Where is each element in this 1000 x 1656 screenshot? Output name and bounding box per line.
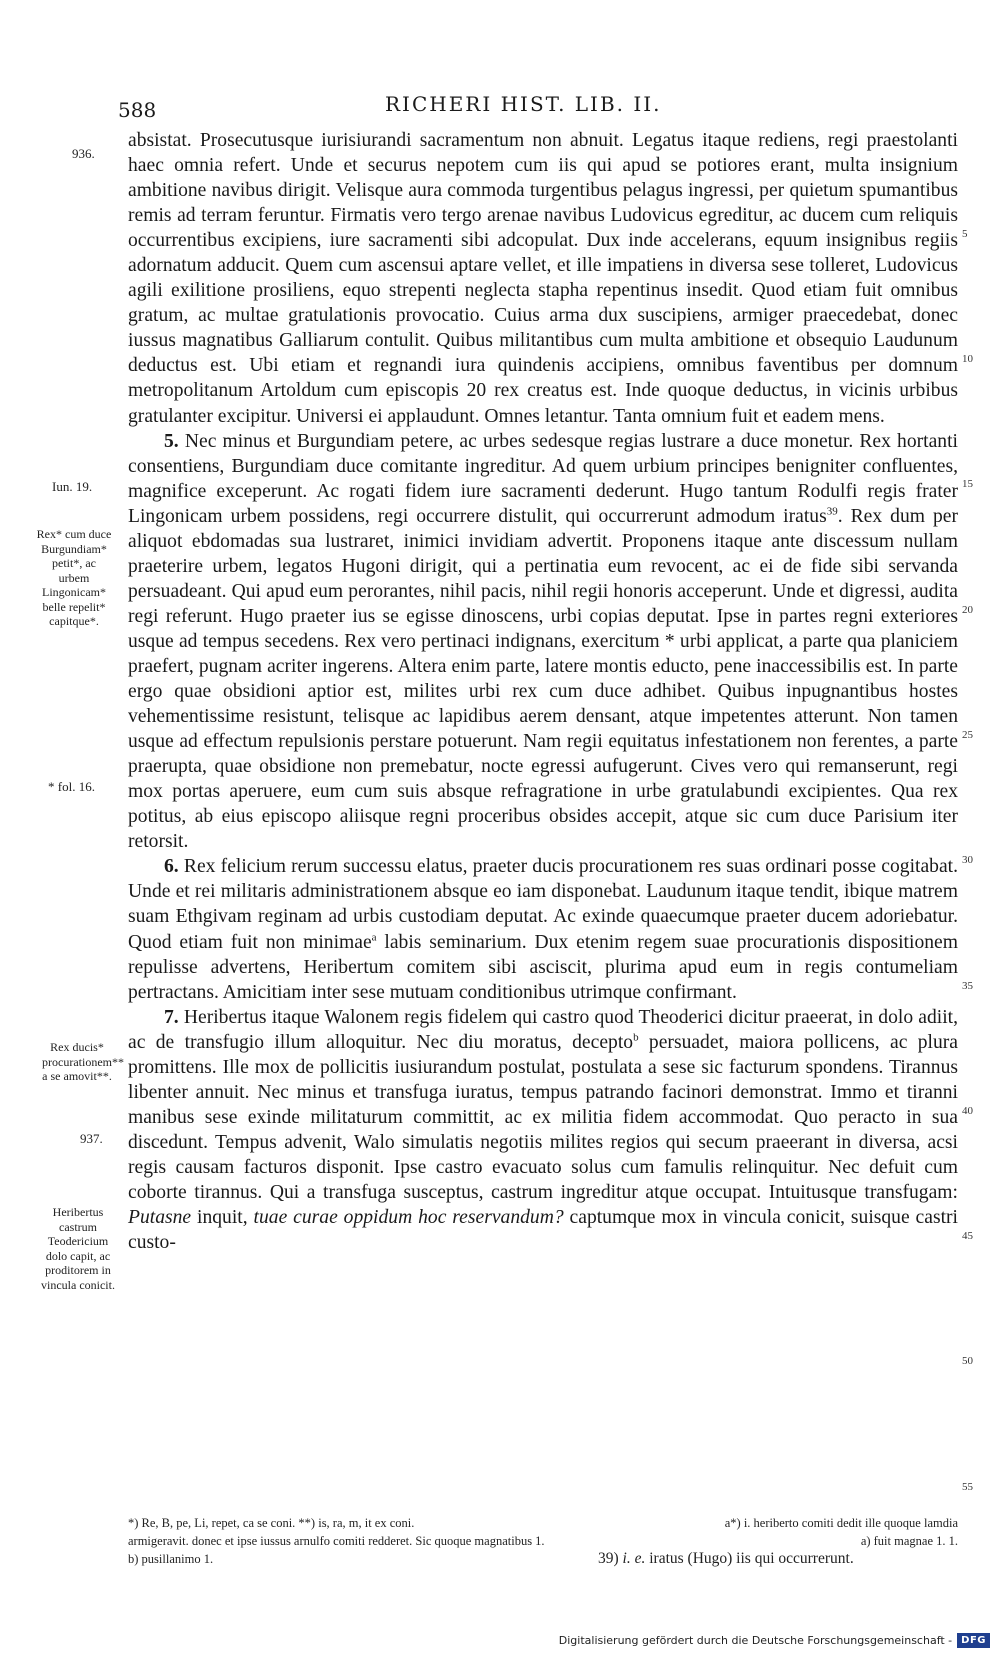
line-number-10: 10 <box>962 353 973 365</box>
inquit: inquit, <box>197 1207 248 1229</box>
footnote-ref-39: 39 <box>826 505 838 518</box>
footnote-row-1 <box>128 1514 958 1532</box>
footnote-text-continuation: armigeravit. donec et ipse iussus arnulfo comiti redderet. Sic quoque magnatibus 1. <box>128 1534 545 1548</box>
dfg-logo-icon: DFG <box>957 1633 990 1648</box>
page-number: 588 <box>118 98 157 122</box>
footnote-row-2 <box>128 1532 958 1550</box>
paragraph-7 <box>128 1005 958 1255</box>
line-number-5: 5 <box>962 228 968 240</box>
line-number-20: 20 <box>962 604 973 616</box>
line-number-45: 45 <box>962 1230 973 1242</box>
footnote-39-ie: i. e. <box>622 1550 646 1567</box>
footnotes <box>128 1514 958 1568</box>
footnote-text-a-star: a*) i. heriberto comiti dedit ille quoque lamdia <box>724 1516 958 1530</box>
paragraph-5-text-b: . Rex dum per aliquot ebdomadas sua lustraret, inimici invidiam advertit. Proponens itaque ante discessum nullam praeterire urbem, legatos Hugoni dirigit, qui a pertinatia eum revocent, ac ei de fide sibi servanda persuadeant. Qui apud eum perorantes, nihil pacis, nihil regii honoris acceperunt. Unde et digressi, audita regi referunt. Hugo praeter ius se egisse dinoscens, urbi copias deputat. Ipse in partes regni exteriores usque ad tempus secedens. Rex vero pertinaci indignans, exercitum * urbi applicat, a parte qua planiciem praefert, pugnam acriter ingerens. Altera enim parte, latere montis educto, pene inaccessibilis est. In parte ergo quae obsidioni aptior est, milites urbi rex cum duce adhibet. Quibus inpugnantibus hostes vehementissime resistunt, telisque ac lapidibus aerem densant, atque impetentes atterunt. Non tamen usque ad effectum repulsionis perstare potuerunt. Nam regii equitatus infestationem non ferentes, a parte praerupta, quae obsidione non premebatur, nocte egressi aufugerunt. Cives vero qui remanserunt, regi mox portas aperuere, eum cum suis absque refragratione in urbe gratulabundi excipientes. Qua rex potitus, ab eius episcopo aliisque regni proceribus obsides accepit, atque sic cum duce Parisium iter retorsit. <box>128 505 958 853</box>
line-number-25: 25 <box>962 729 973 741</box>
paragraph-6-text-a: Rex felicium rerum successu elatus, praeter ducis procurationem res suas ordinari posse cogitabat. Unde et rei militaris administrationem absque eo iam disponebat. Laudunum itaque tendit, ibique matrem suam Ethgivam reginam ad urbis custodiam deputat. Ac exinde quaecumque praeter ducem adoriebatur. Quod etiam fuit non minimae <box>128 856 958 953</box>
paragraph-7-text-a: Heribertus itaque Walonem regis fidelem qui castro quod Theoderici dicitur praeerat, in dolo adiit, ac de transfugio illum alloquitur. Nec diu moratus, decepto <box>128 1006 958 1053</box>
footnote-ref-a: a <box>371 930 377 943</box>
line-number-30: 30 <box>962 854 973 866</box>
footnote-39-number: 39) <box>598 1550 619 1567</box>
margin-note-duke: Rex ducis* procurationem** a se amovit**. <box>42 1040 124 1083</box>
line-number-40: 40 <box>962 1105 973 1117</box>
line-number-15: 15 <box>962 478 973 490</box>
section-number-5: 5. <box>164 430 179 452</box>
footnote-39 <box>598 1550 854 1568</box>
footnote-text-a: a) fuit magnae 1. 1. <box>860 1534 958 1548</box>
line-number-35: 35 <box>962 980 973 992</box>
margin-fol-16: * fol. 16. <box>48 779 95 794</box>
running-title: RICHERI HIST. LIB. II. <box>385 92 662 116</box>
margin-date-iun19: Iun. 19. <box>52 479 93 494</box>
margin-year-936: 936. <box>72 146 95 161</box>
digitization-credit <box>559 1633 990 1648</box>
quote-oppidum: tuae curae oppidum hoc reservandum? <box>253 1207 564 1229</box>
paragraph-7-text-b: persuadet, maiora pollicens, ac plura promittens. Ille mox de pollicitis iusiurandum postulat, postulata a sese sic facturum spondens. Tirannus libenter annuit. Nec minus et transfuga iuratus, tempus patrando facinori demonstrat. Immo et tiranni manibus sese exinde militaturum committit, ac ex militia fidem accommodat. Quo peracto in sua discedunt. Tempus advenit, Walo simulatis negotiis milites regios qui secum praeerant in diversa, acsi regis causam facturos disponit. Ipse castro evacuato solus cum famulis relinquitur. Nec defuit cum coborte tirannus. Qui a transfuga susceptus, castrum ingreditur atque occupat. Intuitusque transfugam: <box>128 1031 958 1203</box>
quote-putasne: Putasne <box>128 1207 192 1229</box>
line-number-50: 50 <box>962 1355 973 1367</box>
paragraph-6 <box>128 854 958 1004</box>
paragraph-7-text-c: captumque mox in vincula conicit, suisque castri custo- <box>128 1207 958 1254</box>
line-number-55: 55 <box>962 1481 973 1493</box>
footnote-39-text: iratus (Hugo) iis qui occurrerunt. <box>649 1550 854 1567</box>
credit-text: Digitalisierung gefördert durch die Deutsche Forschungsgemeinschaft - <box>558 1634 953 1647</box>
footnote-text-b: b) pusillanimo 1. <box>128 1552 214 1566</box>
section-number-6: 6. <box>164 856 179 878</box>
margin-note-burgundy: Rex* cum duce Burgundiam* petit*, ac urbem Lingonicam* belle repelit* capitque*. <box>36 527 112 628</box>
paragraph-6-text-b: labis seminarium. Dux etenim regem suae procurationis dispositionem repulisse advertens, Heribertum comitem sibi asciscit, plurima apud eum in regis contumeliam pertractans. Amicitiam inter sese mutuam conditionibus utrimque confirmant. <box>128 931 958 1003</box>
footnote-text-apparatus: *) Re, B, pe, Li, repet, ca se coni. **) is, ra, m, it ex coni. <box>128 1516 415 1530</box>
footnote-ref-b: b <box>633 1031 639 1044</box>
paragraph-5 <box>128 429 958 855</box>
section-number-7: 7. <box>164 1006 179 1028</box>
margin-note-heribert: Heribertus castrum Teodericium dolo capit, ac proditorem in vincula conicit. <box>41 1205 115 1292</box>
margin-year-937: 937. <box>80 1131 103 1146</box>
paragraph-5-text-a: Nec minus et Burgundiam petere, ac urbes sedesque regias lustrare a duce monetur. Rex hortanti consentiens, Burgundiam duce comitante ingreditur. Ad quem urbium principes benigniter confluentes, magnifice exceperunt. Ac rogati fidem iure sacramenti dederunt. Hugo tantum Rodulfi regis frater Lingonicam urbem possidens, regi occurrere distulit, qui occurrerunt admodum iratus <box>128 430 958 527</box>
main-text <box>128 128 958 1255</box>
paragraph-4-end: absistat. Prosecutusque iurisiurandi sacramentum non abnuit. Legatus itaque rediens, regi praestolanti haec omnia refert. Unde et securus nepotem cum iis qui apud se potiores erant, multa insignium ambitione navibus dirigit. Velisque aura commoda turgentibus pelagus ingressi, per quietum spumantibus remis ad terram feruntur. Firmatis vero tergo arenae navibus Ludovicus egreditur, ac ducem cum reliquis occurrentibus excipiens, iure sacramenti sibi adcopulat. Dux inde accelerans, equum insignibus regiis adornatum adducit. Quem cum ascensui aptare vellet, et ille impatiens in diversa sese tolleret, Ludovicus agili exilitione prosiliens, equo strepenti neglecta stapha repentinus insedit. Quod etiam fuit omnibus gratum, ac multae gratulationis provocatio. Cuius arma dux suscipiens, armiger praecedebat, donec iussus magnatibus Galliarum contulit. Quibus militantibus cum multa ambitione et obsequio Laudunum deductus est. Ubi etiam et regnandi iura quindenis accipiens, omnibus faventibus per domnum metropolitanum Artoldum cum episcopis 20 rex creatus est. Inde quoque deductus, in vicinis urbibus gratulanter excipitur. Universi ei applaudunt. Omnes letantur. Tanta omnium fuit et eadem mens. <box>128 130 958 427</box>
